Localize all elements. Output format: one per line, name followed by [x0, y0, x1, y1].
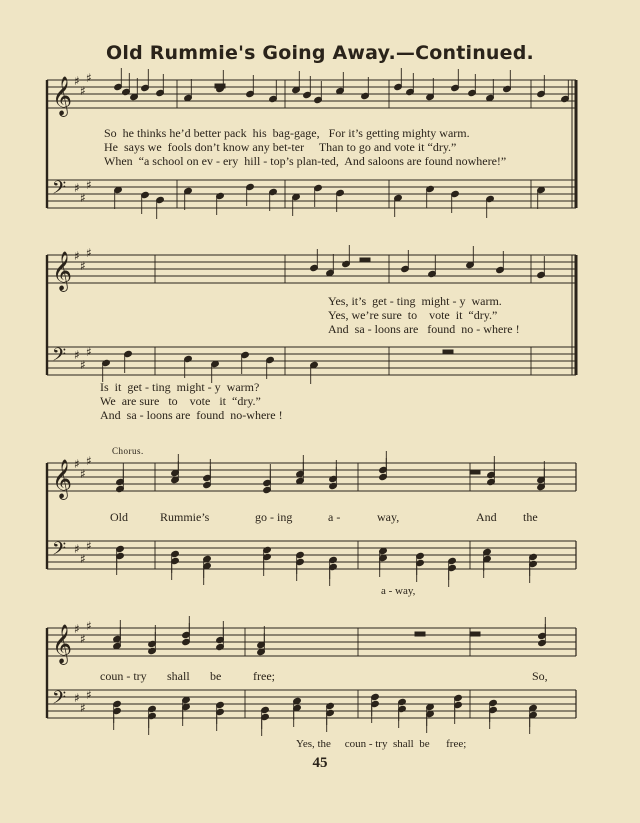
- verse-2-line-1: He says we fools don’t know any bet-ter Than to go and vote it “dry.”: [104, 140, 457, 154]
- bass-clef-icon: 𝄢: [52, 688, 67, 713]
- sharp-icon: ♯: [80, 632, 86, 646]
- chorus-word: coun - try: [100, 669, 147, 683]
- sharp-icon: ♯: [80, 701, 86, 715]
- chorus-word: go - ing: [255, 510, 293, 524]
- sharp-icon: ♯: [74, 74, 80, 88]
- sharp-icon: ♯: [80, 191, 86, 205]
- sharp-icon: ♯: [74, 542, 80, 556]
- treble-clef-icon: 𝄞: [52, 76, 73, 116]
- sharp-icon: ♯: [86, 688, 92, 702]
- sharp-icon: ♯: [86, 345, 92, 359]
- sharp-icon: ♯: [86, 246, 92, 260]
- page-number: 45: [312, 755, 328, 771]
- sharp-icon: ♯: [74, 249, 80, 263]
- sharp-icon: ♯: [80, 84, 86, 98]
- treble-clef-icon: 𝄞: [52, 459, 73, 499]
- sharp-icon: ♯: [86, 539, 92, 553]
- chorus-word: Old: [110, 510, 128, 524]
- chorus-word: free;: [253, 669, 275, 683]
- sharp-icon: ♯: [86, 71, 92, 85]
- sharp-icon: ♯: [74, 457, 80, 471]
- chorus-word: So,: [532, 669, 548, 683]
- bass-clef-icon: 𝄢: [52, 539, 67, 564]
- bass-clef-icon: 𝄢: [52, 345, 67, 370]
- sharp-icon: ♯: [80, 358, 86, 372]
- chorus-word: Rummie’s: [160, 510, 210, 524]
- bass-verse-3: And sa - loons are found no-where !: [100, 408, 283, 422]
- chorus-word: shall: [167, 669, 190, 683]
- sharp-icon: ♯: [74, 691, 80, 705]
- treble-verse-3: And sa - loons are found no - where !: [328, 322, 520, 336]
- page-title: Old Rummie's Going Away.—Continued.: [106, 42, 534, 64]
- chorus-word: the: [523, 510, 538, 524]
- chorus-word: And: [476, 510, 497, 524]
- sharp-icon: ♯: [86, 619, 92, 633]
- sharp-icon: ♯: [86, 454, 92, 468]
- verse-1-line-1: So he thinks he’d better pack his bag-gage, For it’s getting mighty warm.: [104, 126, 470, 140]
- treble-verse-1: Yes, it’s get - ting might - y warm.: [328, 294, 502, 308]
- bass-clef-icon: 𝄢: [52, 178, 67, 203]
- treble-verse-2: Yes, we’re sure to vote it “dry.”: [328, 308, 498, 322]
- bass-verse-2: We are sure to vote it “dry.”: [100, 394, 261, 408]
- sharp-icon: ♯: [80, 467, 86, 481]
- chorus-word: be: [210, 669, 222, 683]
- rest-icon: [470, 470, 480, 474]
- treble-clef-icon: 𝄞: [52, 624, 73, 664]
- chorus-word: way,: [377, 510, 400, 524]
- sharp-icon: ♯: [80, 552, 86, 566]
- chorus-label: Chorus.: [112, 446, 144, 456]
- rest-icon: [415, 632, 425, 636]
- bass-chorus-lyric: Yes, the coun - try shall be free;: [296, 738, 467, 750]
- sharp-icon: ♯: [74, 181, 80, 195]
- sharp-icon: ♯: [74, 348, 80, 362]
- rest-icon: [470, 632, 480, 636]
- bass-verse-1: Is it get - ting might - y warm?: [100, 380, 260, 394]
- rest-icon: [360, 258, 370, 262]
- sharp-icon: ♯: [80, 259, 86, 273]
- verse-3-line-1: When “a school on ev - ery hill - top’s plan-ted, And saloons are found nowhere!”: [104, 154, 507, 168]
- sharp-icon: ♯: [86, 178, 92, 192]
- treble-clef-icon: 𝄞: [52, 251, 73, 291]
- rest-icon: [215, 84, 225, 88]
- sharp-icon: ♯: [74, 622, 80, 636]
- rest-icon: [443, 350, 453, 354]
- chorus-word: a -: [328, 510, 341, 524]
- bass-chorus-lyric: a - way,: [381, 585, 416, 597]
